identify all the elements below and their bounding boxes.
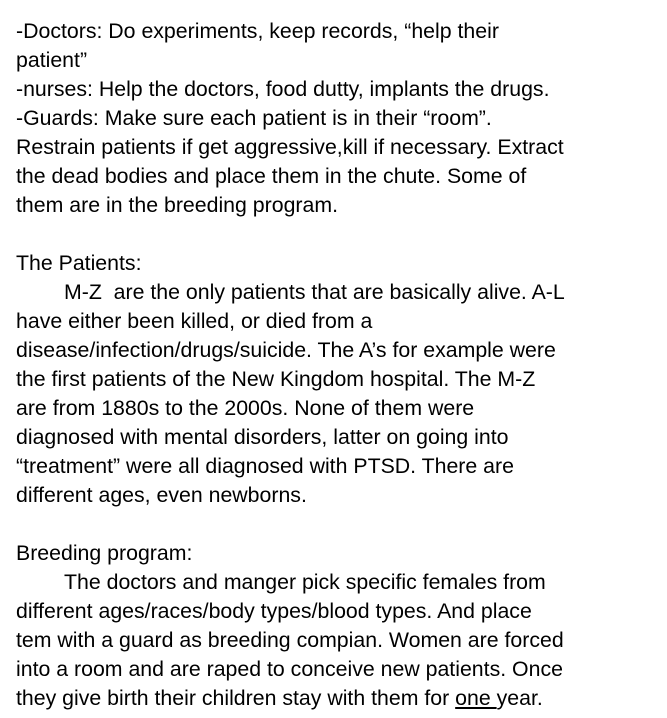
- patients-line-4: the first patients of the New Kingdom hospital. The M-Z: [16, 367, 536, 391]
- breeding-heading: Breeding program:: [16, 541, 193, 565]
- patients-line-6: diagnosed with mental disorders, latter on going into: [16, 425, 509, 449]
- breeding-line-3: tem with a guard as breeding compian. Women are forced: [16, 628, 564, 652]
- underlined-one-year: one: [455, 686, 497, 710]
- nurses-line: -nurses: Help the doctors, food dutty, implants the drugs.: [16, 77, 550, 101]
- paragraph-spacer: [16, 510, 656, 539]
- patients-section: [16, 249, 656, 510]
- paragraph-spacer: [16, 220, 656, 249]
- guards-line-1: -Guards: Make sure each patient is in their “room”.: [16, 106, 492, 130]
- guards-line-2: Restrain patients if get aggressive,kill if necessary. Extract: [16, 135, 564, 159]
- patients-line-3: disease/infection/drugs/suicide. The A’s for example were: [16, 338, 556, 362]
- roles-section: [16, 17, 656, 220]
- guards-line-4: them are in the breeding program.: [16, 193, 339, 217]
- breeding-section: [16, 539, 656, 713]
- breeding-line-4: into a room and are raped to conceive new patients. Once: [16, 657, 563, 681]
- doctors-line-2: patient”: [16, 48, 88, 72]
- breeding-line-1-text: The doctors and manger pick specific females from: [64, 570, 546, 594]
- guards-line-3: the dead bodies and place them in the chute. Some of: [16, 164, 527, 188]
- breeding-line-2: different ages/races/body types/blood types. And place: [16, 599, 532, 623]
- patients-line-5: are from 1880s to the 2000s. None of them were: [16, 396, 475, 420]
- breeding-line-1: [16, 568, 656, 597]
- doctors-line-1: -Doctors: Do experiments, keep records, “help their: [16, 19, 499, 43]
- breeding-line-5: [16, 684, 656, 713]
- patients-heading: The Patients:: [16, 251, 142, 275]
- breeding-line-5-prefix: they give birth their children stay with them for: [16, 686, 456, 710]
- breeding-line-5-suffix: year.: [496, 686, 543, 710]
- document-page: [16, 17, 656, 713]
- patients-line-8: different ages, even newborns.: [16, 483, 307, 507]
- patients-line-7: “treatment” were all diagnosed with PTSD. There are: [16, 454, 514, 478]
- patients-line-1-text: M-Z are the only patients that are basically alive. A-L: [64, 280, 565, 304]
- patients-line-1: [16, 278, 656, 307]
- patients-line-2: have either been killed, or died from a: [16, 309, 373, 333]
